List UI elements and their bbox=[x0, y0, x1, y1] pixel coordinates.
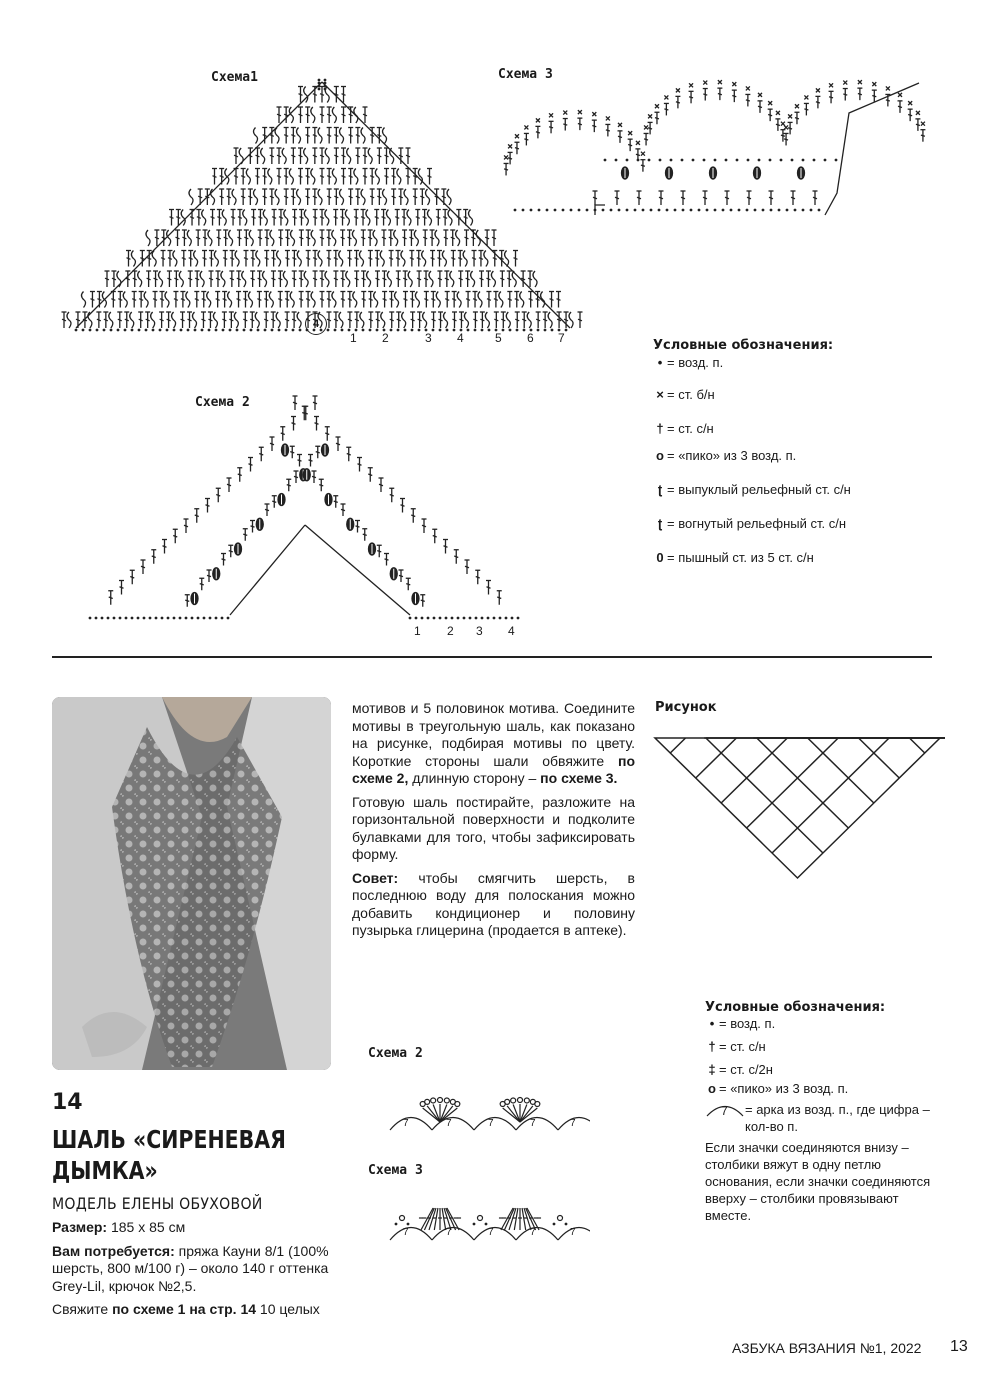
scheme-2-number: 1 bbox=[414, 624, 421, 638]
article-body: мотивов и 5 половинок мотива. Соедините мотивы в треугольную шаль, как показано на рисунке, подбирая мотивы по цвету. Короткие стороны шали обвяжите по схеме 2, длинную сторону – по схеме 3. Готовую шаль постирайте, разложите на горизонтальной поверхности и подколите булавками для того, чтобы зафиксировать форму. Совет: чтобы смягчить шерсть, в последнюю воду для полоскания можно добавить кондиционер и половину пузырька глицерина (продается в аптеке). bbox=[352, 700, 635, 938]
legend-top bbox=[653, 338, 953, 566]
arc-number: 7 bbox=[446, 1118, 452, 1129]
scheme-1-center-marker: 4 bbox=[305, 313, 327, 335]
scheme-2-number: 2 bbox=[447, 624, 454, 638]
legend-item: × = ст. б/н bbox=[653, 386, 953, 403]
section-divider bbox=[52, 656, 932, 658]
legend-item: • = возд. п. bbox=[653, 354, 953, 371]
shawl-photo bbox=[52, 697, 331, 1070]
article-number: 14 bbox=[52, 1090, 83, 1115]
edging-scheme-3-label: Схема 3 bbox=[368, 1163, 423, 1178]
scheme-1-number: 5 bbox=[495, 331, 502, 345]
legend-item: • = возд. п. bbox=[705, 1015, 940, 1032]
shawl-photo-image bbox=[52, 697, 331, 1070]
footer-magazine: АЗБУКА ВЯЗАНИЯ №1, 2022 bbox=[732, 1340, 922, 1356]
scheme-1-number: 3 bbox=[425, 331, 432, 345]
scheme-2-number: 3 bbox=[476, 624, 483, 638]
front-post-dc-icon: ʈ bbox=[657, 482, 663, 497]
picot-icon: o bbox=[708, 1081, 716, 1096]
article-intro: Размер: 185 х 85 см Вам потребуется: пряжа Кауни 8/1 (100% шерсть, 800 м/100 г) – около 140 г оттенка Grey-Lil, крючок №2,5. Свяжите по схеме 1 на стр. 14 10 целых bbox=[52, 1219, 329, 1317]
scheme-2-number: 4 bbox=[508, 624, 515, 638]
double-crochet-icon: † bbox=[656, 421, 664, 436]
drawing-label: Рисунок bbox=[655, 700, 717, 715]
arc-icon: 7 bbox=[705, 1101, 745, 1117]
shawl-assembly-drawing bbox=[650, 733, 945, 883]
chain-stitch-icon: • bbox=[657, 355, 663, 370]
legend-item: o = «пико» из 3 возд. п. bbox=[653, 447, 953, 464]
legend-bottom bbox=[705, 1000, 940, 1224]
arc-number: 7 bbox=[530, 1227, 536, 1238]
scheme-1-number: 2 bbox=[382, 331, 389, 345]
arc-number: 7 bbox=[446, 1227, 452, 1238]
scheme-1-number: 7 bbox=[558, 331, 565, 345]
edging-scheme-2-diagram bbox=[380, 1075, 590, 1135]
arc-number: 7 bbox=[488, 1227, 494, 1238]
legend-item: † = ст. с/н bbox=[653, 420, 953, 437]
legend-item: ʈ = выпуклый рельефный ст. с/н bbox=[653, 481, 953, 498]
scheme-2-diagram bbox=[80, 395, 530, 630]
arc-number: 7 bbox=[403, 1227, 409, 1238]
scheme-3-label: Схема 3 bbox=[498, 67, 553, 82]
legend-item: † = ст. с/н bbox=[705, 1038, 940, 1055]
treble-crochet-icon: ‡ bbox=[708, 1062, 716, 1077]
puff-stitch-icon: 0 bbox=[656, 550, 664, 565]
edging-scheme-2-label: Схема 2 bbox=[368, 1046, 423, 1061]
scheme-2-label: Схема 2 bbox=[195, 395, 250, 410]
legend-item: ‡ = ст. с/2н bbox=[705, 1061, 940, 1078]
double-crochet-icon: † bbox=[708, 1039, 716, 1054]
arc-number: 7 bbox=[530, 1118, 536, 1129]
scheme-3-diagram bbox=[495, 65, 940, 225]
arc-number: 7 bbox=[570, 1118, 576, 1129]
arc-number: 7 bbox=[403, 1118, 409, 1129]
article-title: ШАЛЬ «СИРЕНЕВАЯ ДЫМКА» bbox=[52, 1125, 286, 1185]
scheme-1-number: 6 bbox=[527, 331, 534, 345]
legend-bottom-note: Если значки соединяются внизу – столбики вяжут в одну петлю основания, если значки соединяются вверху – столбики провязывают вместе. bbox=[705, 1140, 931, 1223]
edging-scheme-3-diagram bbox=[380, 1190, 590, 1245]
single-crochet-icon: × bbox=[656, 387, 664, 402]
scheme-1-number: 1 bbox=[350, 331, 357, 345]
scheme-1-label: Схема1 bbox=[211, 70, 258, 85]
arc-number: 7 bbox=[570, 1227, 576, 1238]
legend-bottom-title: Условные обозначения: bbox=[705, 1000, 886, 1015]
legend-item: 7 = арка из возд. п., где цифра – кол-во п. bbox=[705, 1101, 940, 1135]
legend-item: 0 = пышный ст. из 5 ст. с/н bbox=[653, 549, 953, 566]
picot-icon: o bbox=[656, 448, 664, 463]
legend-item: o = «пико» из 3 возд. п. bbox=[705, 1080, 940, 1097]
back-post-dc-icon: ʈ bbox=[657, 516, 663, 531]
page-number: 13 bbox=[950, 1338, 968, 1355]
chain-stitch-icon: • bbox=[709, 1016, 715, 1031]
scheme-1-number: 4 bbox=[457, 331, 464, 345]
arc-number: 7 bbox=[488, 1118, 494, 1129]
legend-item: ʈ = вогнутый рельефный ст. с/н bbox=[653, 515, 953, 532]
article-author: МОДЕЛЬ ЕЛЕНЫ ОБУХОВОЙ bbox=[52, 1194, 263, 1213]
legend-top-title: Условные обозначения: bbox=[653, 338, 834, 353]
